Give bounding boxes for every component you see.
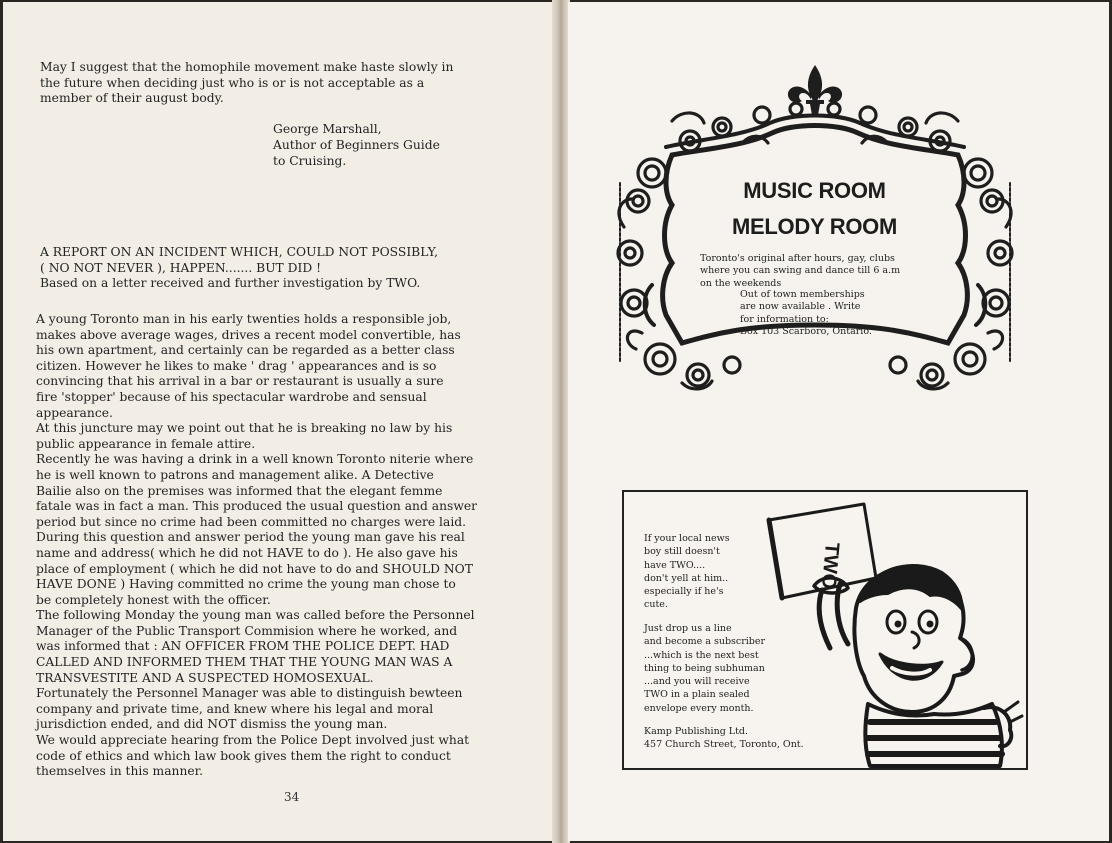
body-line: period but since no crime had been committed no charges were laid. [36,514,467,529]
ad-newsboy-line: If your local news [644,533,730,544]
ad-info-line: are now available . Write [740,301,861,313]
body-line: citizen. However he likes to make ' drag ' appearances and is so [36,358,437,373]
body-line: jurisdiction ended, and did NOT dismiss the young man. [36,717,388,732]
body-line: public appearance in female attire. [36,436,256,451]
page-number: 34 [284,790,300,804]
ad-newsboy-text [644,532,730,612]
signature-line: to Cruising. [273,154,347,168]
ad-subscriber-text [644,622,765,715]
body-line: CALLED AND INFORMED THEM THAT THE YOUNG MAN WAS A [36,655,453,670]
body-line: We would appreciate hearing from the Police Dept involved just what [36,733,470,748]
ad-title-melody-room: MELODY ROOM [732,214,897,239]
body-line: Fortunately the Personnel Manager was able to distinguish bewteen [36,686,463,701]
body-line: appearance. [36,405,113,420]
two-sign [769,504,876,598]
signature-block [273,121,440,169]
report-heading-line: ( NO NOT NEVER ), HAPPEN....... BUT DID ! [40,260,322,275]
ad-subscriber-line: thing to being subhuman [644,662,765,674]
ad-subscriber-line: and become a subscriber [644,636,766,648]
body-line: themselves in this manner. [36,764,204,779]
body-line: code of ethics and which law book gives them the right to conduct [36,748,451,763]
ad-subscriber-line: envelope every month. [644,702,754,714]
body-line: At this juncture may we point out that he is breaking no law by his [36,421,453,436]
ad-description-line: Toronto's original after hours, gay, clubs [700,253,895,264]
body-line: A young Toronto man in his early twenties holds a responsible job, [36,312,452,326]
body-line: Manager of the Public Transport Commision where he worked, and [36,623,458,638]
report-body [36,312,477,780]
signature-line: George Marshall, [273,122,382,136]
body-line: Recently he was having a drink in a well known Toronto niterie where [36,452,474,467]
body-line: he is well known to patrons and management alike. A Detective [36,467,434,482]
ad-publisher-line: 457 Church Street, Toronto, Ont. [644,739,804,751]
body-line: Bailie also on the premises was informed that the elegant femme [36,483,443,498]
body-line: be completely honest with the officer. [36,592,271,607]
body-line: convincing that his arrival in a bar or restaurant is usually a sure [36,374,444,389]
body-line: TRANSVESTITE AND A SUSPECTED HOMOSEXUAL. [36,670,374,685]
ad-description-line: where you can swing and dance till 6 a.m [700,265,901,277]
report-heading [40,245,438,292]
body-line: place of employment ( which he did not have to do and SHOULD NOT [36,561,473,576]
intro-line: May I suggest that the homophile movement make haste slowly in [40,60,454,74]
ad-newsboy-line: have TWO.... [644,559,706,571]
body-line: fire 'stopper' because of his spectacular wardrobe and sensual [36,389,427,404]
subscribe-advertisement [622,490,1028,770]
report-heading-line: A REPORT ON AN INCIDENT WHICH, COULD NOT POSSIBLY, [40,245,439,259]
body-line: During this question and answer period the young man gave his real [36,530,465,545]
ad-info-line: for information to: [740,313,829,325]
body-line: fatale was in fact a man. This produced the usual question and answer [36,499,477,514]
body-line: HAVE DONE ) Having committed no crime the young man chose to [36,577,456,592]
ad-newsboy-line: especially if he's [644,586,724,598]
sign-text: TWO [816,541,843,590]
signature-line: Author of Beginners Guide [273,138,440,152]
body-line: makes above average wages, drives a recent model convertible, has [36,327,461,342]
ad-subscriber-line: TWO in a plain sealed [644,689,750,701]
ad-subscriber-line: Just drop us a line [644,623,732,634]
newsboy-cartoon-illustration [764,498,1024,768]
ad-subscriber-line: ...which is the next best [644,649,759,661]
intro-line: the future when deciding just who is or is not acceptable as a [40,75,425,90]
ad-subscriber-line: ...and you will receive [644,676,750,688]
body-line: his own apartment, and certainly can be regarded as a better class [36,343,455,358]
report-heading-line: Based on a letter received and further investigation by TWO. [40,276,421,291]
ad-description [700,253,900,290]
ad-info-line: Out of town memberships [740,289,865,300]
ad-membership-info [740,289,872,338]
ad-newsboy-line: don't yell at him.. [644,572,729,584]
body-line: name and address( which he did not HAVE to do ). He also gave his [36,545,458,560]
ad-info-line: Box 103 Scarboro, Ontario. [740,325,872,337]
ad-description-line: on the weekends [700,277,782,289]
intro-line: member of their august body. [40,91,224,106]
body-line: The following Monday the young man was called before the Personnel [36,608,475,623]
ad-publisher-line: Kamp Publishing Ltd. [644,726,749,737]
body-line: was informed that : AN OFFICER FROM THE POLICE DEPT. HAD [36,639,450,654]
ad-newsboy-line: cute. [644,599,668,611]
left-page [3,2,555,841]
ad-title-music-room: MUSIC ROOM [743,178,886,203]
music-room-advertisement [612,63,1017,393]
body-line: company and private time, and knew where his legal and moral [36,701,434,716]
ad-newsboy-line: boy still doesn't [644,546,720,558]
intro-paragraph [40,60,453,107]
fleur-de-lis-icon [788,65,842,115]
